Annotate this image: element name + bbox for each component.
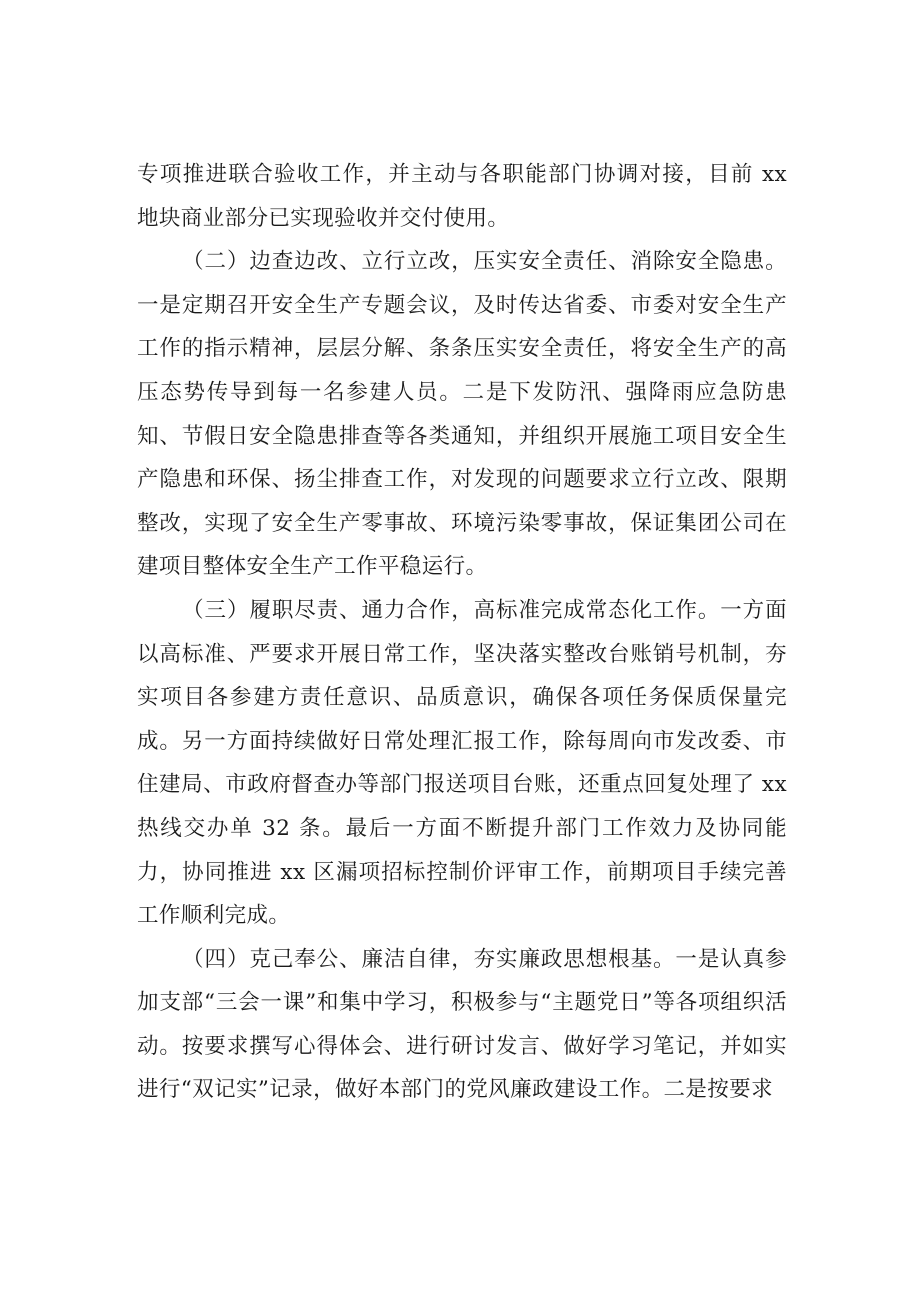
- paragraph-section-3: （三）履职尽责、通力合作，高标准完成常态化工作。一方面以高标准、严要求开展日常工作，坚决落实整改台账销号机制，夯实项目各参建方责任意识、品质意识，确保各项任务保质保量完成。另一方面持续做好日常处理汇报工作，除每周向市发改委、市住建局、市政府督查办等部门报送项目台账，还重点回复处理了 xx 热线交办单 32 条。最后一方面不断提升部门工作效力及协同能力，协同推进 xx 区漏项招标控制价评审工作，前期项目手续完善工作顺利完成。: [137, 597, 787, 929]
- paragraph-section-2: （二）边查边改、立行立改，压实安全责任、消除安全隐患。一是定期召开安全生产专题会议，及时传达省委、市委对安全生产工作的指示精神，层层分解、条条压实安全责任，将安全生产的高压态势传导到每一名参建人员。二是下发防汛、强降雨应急防患知、节假日安全隐患排查等各类通知，并组织开展施工项目安全生产隐患和环保、扬尘排查工作，对发现的问题要求立行立改、限期整改，实现了安全生产零事故、环境污染零事故，保证集团公司在建项目整体安全生产工作平稳运行。: [137, 249, 787, 580]
- paragraph-section-4: （四）克己奉公、廉洁自律，夯实廉政思想根基。一是认真参加支部“三会一课”和集中学习，积极参与“主题党日”等各项组织活动。按要求撰写心得体会、进行研讨发言、做好学习笔记，并如实进行“双记实”记录，做好本部门的党风廉政建设工作。二是按要求: [137, 946, 787, 1103]
- paragraph-continuation: 专项推进联合验收工作，并主动与各职能部门协调对接，目前 xx 地块商业部分已实现验收并交付使用。: [137, 162, 787, 231]
- document-body: [137, 153, 787, 1112]
